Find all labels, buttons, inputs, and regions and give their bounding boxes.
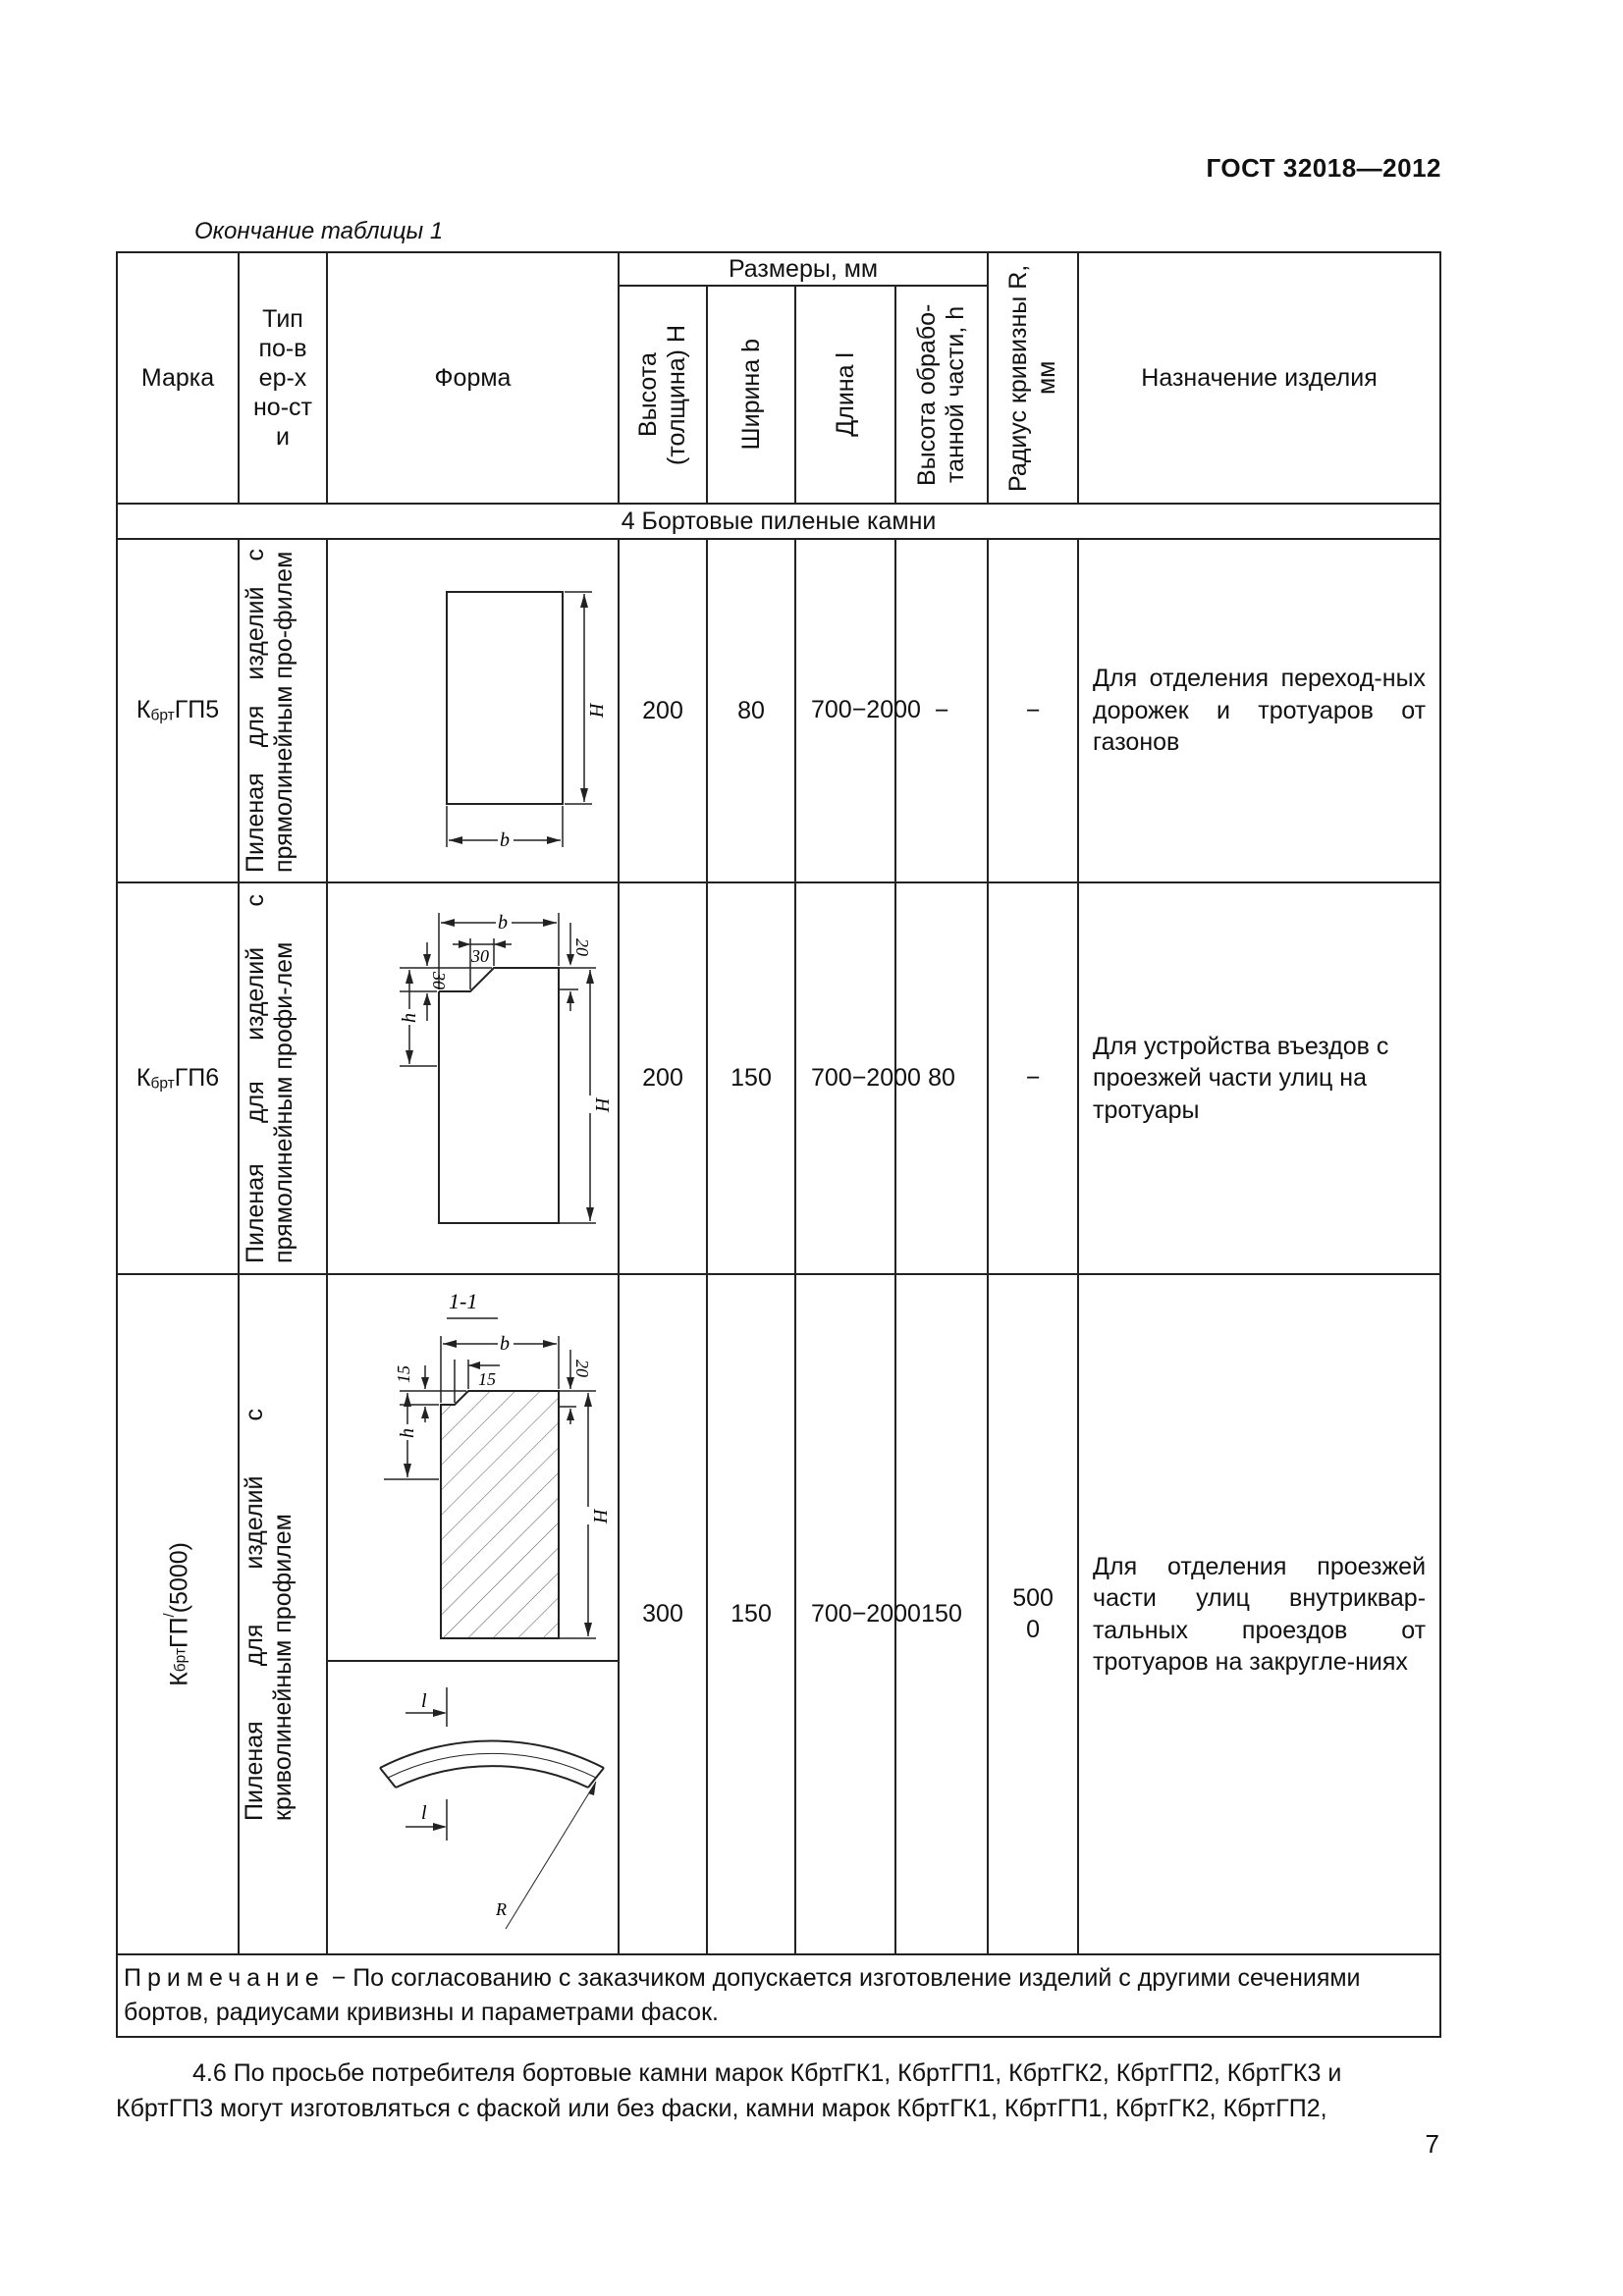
height-cell: 200 (619, 539, 707, 882)
radius-text: 5000 (1012, 1584, 1054, 1643)
arrow-icon (580, 788, 588, 802)
surface-text: Пиленая для изделий с криволинейным профилем (241, 1408, 297, 1821)
label-l-top: l (420, 1690, 427, 1712)
profile-drawing-rect (331, 541, 616, 875)
arrow-icon (406, 970, 413, 984)
col-header-radius (988, 252, 1078, 504)
col-header-purpose: Назначение изделия (1078, 252, 1440, 504)
mark-sub: брт (150, 1075, 175, 1093)
arrow-icon (584, 1393, 592, 1407)
arrow-icon (421, 1407, 429, 1418)
arrow-icon (586, 1207, 594, 1221)
page-number: 7 (1425, 2129, 1439, 2159)
mark-tail: (5000) (165, 1542, 193, 1614)
length-text: 700−2000 (811, 1063, 921, 1092)
label-30: 30 (470, 946, 489, 966)
label-15: 15 (477, 1369, 496, 1389)
length-cell (795, 882, 921, 1274)
mark-suffix: ГП5 (174, 696, 220, 724)
mark-main: К (135, 696, 151, 724)
arrow-icon (423, 954, 431, 966)
label-l-bottom: l (420, 1802, 427, 1824)
arrow-icon (421, 1377, 429, 1389)
stone-outline (439, 968, 559, 1223)
treated-height-cell: − (895, 539, 988, 882)
inner-arc (396, 1766, 588, 1788)
purpose-cell: Для отделения проезжей части улиц внутриквар-тальных проездов от тротуаров на закругле-ниях (1078, 1274, 1440, 1954)
arrow-icon (580, 594, 588, 608)
arrow-icon (433, 1709, 447, 1717)
table-note (117, 1954, 1440, 2037)
length-cell (795, 1274, 921, 1954)
arrow-icon (543, 919, 557, 927)
section-mark: 1-1 (448, 1289, 477, 1313)
radius-header-text: Радиус кривизны R, мм (1004, 264, 1061, 492)
col-header-sizes: Размеры, мм (619, 252, 988, 286)
arrow-icon (468, 1362, 480, 1369)
stone-section (441, 1391, 559, 1638)
surface-cell (239, 1274, 327, 1954)
mark-main: К (135, 1063, 151, 1092)
mark-main: К (165, 1672, 193, 1686)
arrow-icon (567, 991, 574, 1003)
note-text: − По согласованию с заказчиком допускается изготовление изделий с другими сечениями бортов, радиусами кривизны и параметрами фасок. (124, 1964, 1361, 2026)
section-title: 4 Бортовые пиленые камни (117, 504, 1440, 539)
form-cell-plan (327, 1661, 619, 1954)
purpose-cell: Для отделения переход-ных дорожек и тротуаров от газонов (1078, 539, 1440, 882)
width-cell: 80 (707, 539, 795, 882)
length-cell (795, 539, 921, 882)
arrow-icon (494, 940, 506, 948)
label-30-vertical: 30 (428, 972, 449, 989)
arrow-icon (433, 1823, 447, 1831)
label-20: 20 (571, 1360, 592, 1377)
width-header-text: Ширина b (736, 339, 765, 451)
label-20: 20 (571, 938, 592, 956)
col-header-length (795, 286, 895, 504)
arrow-icon (547, 836, 561, 844)
dimensions-table (116, 251, 1441, 2038)
height-header-text: Высота (толщина) H (634, 324, 690, 465)
profile-drawing-section (331, 1275, 616, 1653)
label-H: H (588, 1509, 611, 1523)
mark-suffix: ГП (165, 1617, 193, 1649)
surface-type-label (240, 304, 326, 452)
mark-vertical: $К_{брт}ГП^/(5000)$ (161, 1542, 193, 1686)
radius-cell (988, 1274, 1078, 1954)
arrow-icon (441, 919, 455, 927)
radius-line (506, 1782, 596, 1929)
height-cell: 200 (619, 882, 707, 1274)
plan-drawing-curved (331, 1662, 616, 1947)
table-row (117, 882, 1440, 1274)
form-cell (327, 882, 619, 1274)
col-header-width (707, 286, 795, 504)
treated-height-header-text: Высота обрабо-танной части, h (913, 303, 970, 486)
end-edge (588, 1768, 604, 1788)
label-b: b (497, 912, 508, 934)
surface-text: Пиленая для изделий с прямолинейным профи-лем (242, 893, 298, 1263)
radius-cell: − (988, 882, 1078, 1274)
outer-arc (380, 1740, 604, 1768)
mark-cell (117, 539, 239, 882)
surface-cell (239, 539, 327, 882)
paragraph-line-1: 4.6 По просьбе потребителя бортовые камни марок КбртГК1, КбртГП1, КбртГК2, КбртГП2, КбртГК3 и (192, 2059, 1342, 2087)
surface-text: Пиленая для изделий с прямолинейным про-филем (242, 549, 298, 873)
col-header-form: Форма (327, 252, 619, 504)
col-header-mark: Марка (117, 252, 239, 504)
arrow-icon (567, 1409, 574, 1420)
radius-cell: − (988, 539, 1078, 882)
purpose-cell: Для устройства въездов с проезжей части улиц на тротуары (1078, 882, 1440, 1274)
end-edge (380, 1768, 396, 1788)
surface-type-text: Тип по-вер-хно-сти (253, 305, 312, 451)
col-header-height (619, 286, 707, 504)
table-caption: Окончание таблицы 1 (194, 218, 444, 244)
label-h: h (398, 1013, 420, 1023)
paragraph-line-2: КбртГП3 могут изготовляться с фаской или без фаски, камни марок КбртГК1, КбртГП1, КбртГК2, КбртГП2, (116, 2095, 1327, 2122)
arrow-icon (459, 940, 470, 948)
arrow-icon (406, 1050, 413, 1064)
treated-height-cell: 80 (895, 882, 988, 1274)
arrow-icon (404, 1393, 411, 1407)
label-H: H (590, 1097, 613, 1112)
mark-cell (117, 1274, 239, 1954)
arrow-icon (584, 1623, 592, 1636)
arrow-icon (449, 836, 462, 844)
length-text: 700−2000 (811, 696, 921, 724)
col-header-surface-type (239, 252, 327, 504)
form-cell-section (327, 1274, 619, 1661)
table-row (117, 1274, 1440, 1661)
width-cell: 150 (707, 882, 795, 1274)
arrow-icon (567, 1377, 574, 1389)
treated-height-cell: 150 (895, 1274, 988, 1954)
label-H: H (584, 702, 607, 717)
label-b: b (499, 1333, 510, 1355)
stone-outline (447, 592, 563, 804)
mark-suffix: ГП6 (174, 1063, 220, 1092)
surface-cell (239, 882, 327, 1274)
height-cell: 300 (619, 1274, 707, 1954)
arrow-icon (586, 970, 594, 984)
form-cell (327, 539, 619, 882)
note-lead: Примечание (124, 1964, 325, 1992)
arrow-icon (404, 1464, 411, 1477)
arrow-icon (423, 993, 431, 1005)
standard-header: ГОСТ 32018—2012 (1206, 153, 1441, 183)
mark-cell (117, 882, 239, 1274)
length-header-text: Длина l (831, 352, 859, 437)
label-R: R (495, 1899, 507, 1919)
profile-drawing-chamfer (331, 883, 616, 1266)
label-b: b (499, 828, 510, 851)
table-row (117, 539, 1440, 882)
mark-sub: брт (150, 707, 175, 724)
label-15-vertical: 15 (393, 1365, 413, 1383)
arrow-icon (543, 1340, 557, 1348)
arrow-icon (443, 1340, 457, 1348)
length-text: 700−2000 (811, 1599, 921, 1628)
col-header-treated-height (895, 286, 988, 504)
label-h: h (396, 1428, 418, 1438)
mark-sub: брт (173, 1648, 190, 1673)
width-cell: 150 (707, 1274, 795, 1954)
